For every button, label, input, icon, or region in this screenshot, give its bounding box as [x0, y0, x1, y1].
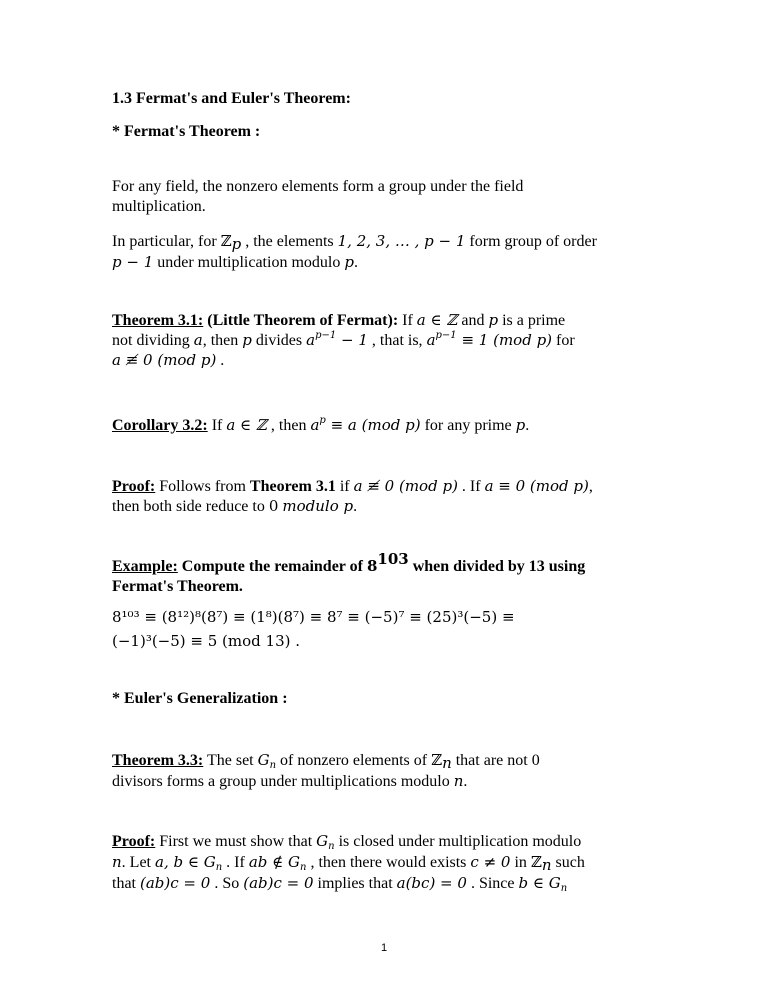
example-line-2: Fermat's Theorem. [112, 578, 243, 595]
proof-2-line-3: that (ab)c = 0 . So (ab)c = 0 implies that a(bc) = 0 . Since b ∈ $G_n$ [112, 874, 568, 894]
theorem-3-1-label: Theorem 3.1: [112, 312, 204, 329]
corollary-3-2: Corollary 3.2: If a ∈ ℤ , then $a^p \equiv a$ (mod p) for any prime p. [112, 415, 530, 434]
proof-2-label: Proof: [112, 833, 156, 850]
example-line-1: Example: Compute the remainder of $8^{103}$ when divided by 13 using [112, 550, 586, 575]
theorem-3-3-line-2: divisors forms a group under multiplications modulo n. [112, 772, 468, 790]
calc-line-1: 8¹⁰³ ≡ (8¹²)⁸(8⁷) ≡ (1⁸)(8⁷) ≡ 8⁷ ≡ (−5)⁷ ≡ (25)³(−5) ≡ [112, 608, 515, 626]
euler-heading: * Euler's Generalization : [112, 690, 288, 707]
proof-label: Proof: [112, 478, 156, 495]
proof-1-line-1: Proof: Follows from Theorem 3.1 if a ≢ 0 (mod p) . If a ≡ 0 (mod p), [112, 477, 593, 495]
proof-2-line-1: Proof: First we must show that $G_n$ is closed under multiplication modulo [112, 832, 582, 852]
proof-1-line-2: then both side reduce to 0 modulo p. [112, 497, 358, 515]
intro-line-2: multiplication. [112, 198, 206, 215]
page-number: 1 [380, 942, 388, 954]
calc-line-2: (−1)³(−5) ≡ 5 (mod 13) . [112, 632, 301, 650]
in-particular-line-1: In particular, for ℤ$_p$ , the elements 1, 2, 3, … , p − 1 form group of order [112, 232, 597, 253]
fermat-heading: * Fermat's Theorem : [112, 123, 261, 140]
theorem-3-1-line-3: a ≢ 0 (mod p) . [112, 351, 225, 369]
proof-2-line-2: n. Let a, b ∈ $G_n$ . If ab ∉ $G_n$ , then there would exists c ≠ 0 in ℤ$_n$ such [112, 853, 585, 874]
theorem-3-3-label: Theorem 3.3: [112, 752, 204, 769]
theorem-3-3-line-1: Theorem 3.3: The set $G_n$ of nonzero elements of ℤ$_n$ that are not 0 [112, 751, 540, 772]
in-particular-line-2: p − 1 under multiplication modulo p. [112, 253, 358, 271]
theorem-3-1-line-2: not dividing a, then p divides $a^{p-1} - 1$ , that is, $a^{p-1} \equiv 1$ (mod p) for [112, 330, 575, 349]
theorem-3-1-line-1: Theorem 3.1: (Little Theorem of Fermat): If a ∈ ℤ and p is a prime [112, 311, 566, 329]
section-heading: 1.3 Fermat's and Euler's Theorem: [112, 90, 351, 107]
example-label: Example: [112, 558, 178, 575]
corollary-3-2-label: Corollary 3.2: [112, 417, 208, 434]
intro-line-1: For any field, the nonzero elements form a group under the field [112, 178, 524, 195]
